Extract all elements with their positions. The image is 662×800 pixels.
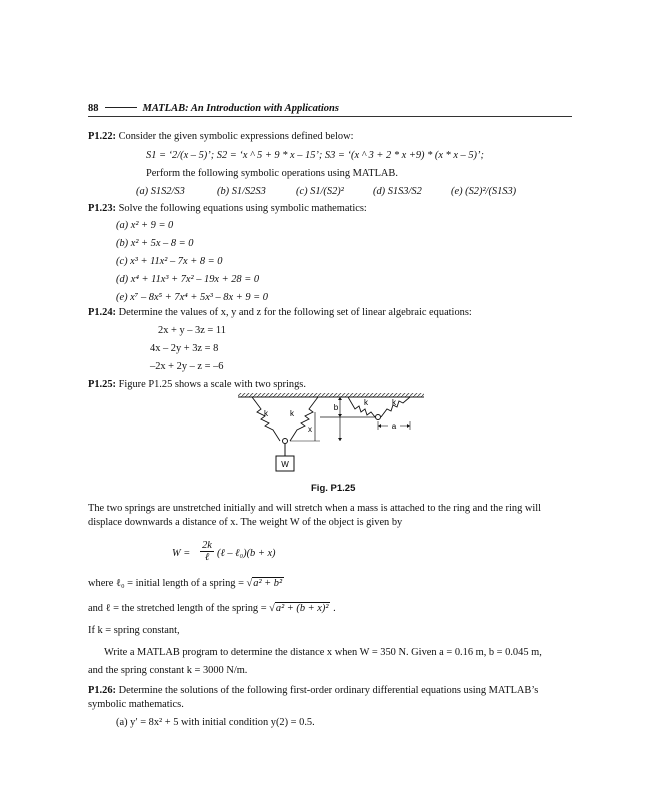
- p125-intro: Figure P1.25 shows a scale with two springs.: [118, 379, 306, 390]
- if-line: If k = spring constant,: [88, 625, 180, 636]
- right-support-hatch: [324, 393, 424, 397]
- p126-item-a: (a) y′ = 8x² + 5 with initial condition y(2) = 0.5.: [116, 717, 315, 728]
- p125-intro-line: [88, 379, 306, 391]
- p125-para-2: displace downwards a distance of x. The weight W of the object is given by: [88, 517, 403, 528]
- p123-label: P1.23:: [88, 203, 116, 214]
- w-label: W: [281, 460, 289, 469]
- p126-intro-2: symbolic mathematics.: [88, 699, 184, 710]
- p123-eq-e: (e) x⁷ – 8x⁵ + 7x⁴ + 5x³ – 8x + 9 = 0: [116, 292, 268, 303]
- p124-label: P1.24:: [88, 307, 116, 318]
- p122-op-d: (d) S1S3/S2: [373, 186, 422, 197]
- p124-eq-3: –2x + 2y – z = –6: [150, 361, 224, 372]
- p124-intro-line: [88, 307, 472, 319]
- p122-intro: Consider the given symbolic expressions defined below:: [118, 131, 354, 142]
- page-header: [88, 103, 339, 114]
- p126-intro-1: Determine the solutions of the following first-order ordinary differential equations using MATLAB’s: [118, 685, 539, 696]
- k-label-3: k: [364, 398, 368, 407]
- header-rule: [88, 116, 572, 117]
- formula-numerator: 2k: [200, 540, 214, 552]
- p123-intro: Solve the following equations using symbolic mathematics:: [118, 203, 367, 214]
- formula-lhs: W =: [172, 548, 191, 559]
- where-line-1: where ℓ₀ = initial length of a spring = √a² + b²: [88, 578, 283, 589]
- p125-para-1: The two springs are unstretched initially and will stretch when a mass is attached to the ring and the ring will: [88, 503, 542, 514]
- a-label: a: [391, 422, 397, 431]
- header-dash: [105, 107, 137, 108]
- spring-left-2: [290, 397, 318, 441]
- p122-intro-line: [88, 131, 354, 143]
- p125-task-1: Write a MATLAB program to determine the distance x when W = 350 N. Given a = 0.16 m, b = 0.045 m,: [104, 647, 542, 658]
- book-title: MATLAB: An Introduction with Applications: [142, 103, 339, 114]
- where2-radicand: a² + (b + x)²: [275, 603, 329, 614]
- p122-op-c: (c) S1/(S2)²: [296, 186, 344, 197]
- k-label-2: k: [290, 409, 294, 418]
- b-label: b: [333, 403, 339, 412]
- p123-eq-c: (c) x³ + 11x² – 7x + 8 = 0: [116, 256, 223, 267]
- p122-op-b: (b) S1/S2S3: [217, 186, 266, 197]
- p122-expressions: S1 = ‘2/(x – 5)’; S2 = ‘x ^ 5 + 9 * x – 15’; S3 = ‘(x ^ 3 + 2 * x +9) * (x * x – 5)’;: [146, 150, 484, 161]
- p124-eq-2: 4x – 2y + 3z = 8: [150, 343, 219, 354]
- p122-label: P1.22:: [88, 131, 116, 142]
- spring-scale-figure: [230, 392, 430, 482]
- spring-right-1: [348, 397, 375, 417]
- x-label: x: [308, 425, 312, 434]
- formula-fraction: [200, 540, 214, 563]
- page-number: 88: [88, 103, 99, 114]
- k-label-1: k: [264, 409, 268, 418]
- p126-intro-line: [88, 685, 538, 697]
- formula-rest: (ℓ – ℓ₀)(b + x): [217, 548, 276, 559]
- p123-intro-line: [88, 203, 367, 215]
- ring: [283, 439, 288, 444]
- where2-period: .: [333, 603, 336, 614]
- ring-right: [376, 415, 381, 420]
- p124-intro: Determine the values of x, y and z for the following set of linear algebraic equations:: [118, 307, 472, 318]
- p125-task-2: and the spring constant k = 3000 N/m.: [88, 665, 248, 676]
- p123-eq-d: (d) x⁴ + 11x³ + 7x² – 19x + 28 = 0: [116, 274, 260, 285]
- p125-label: P1.25:: [88, 379, 116, 390]
- where2-text: and ℓ = the stretched length of the spring =: [88, 603, 267, 614]
- spring-left-1: [252, 397, 280, 441]
- where1-radicand: a² + b²: [253, 578, 283, 589]
- where1-text: where ℓ₀ = initial length of a spring =: [88, 578, 244, 589]
- p122-op-e: (e) (S2)²/(S1S3): [451, 186, 517, 197]
- figure-caption: Fig. P1.25: [311, 483, 356, 494]
- p122-perform: Perform the following symbolic operations using MATLAB.: [146, 168, 398, 179]
- p124-eq-1: 2x + y – 3z = 11: [158, 325, 226, 336]
- x-arrow-head: [338, 438, 342, 441]
- where-line-2: and ℓ = the stretched length of the spring = √a² + (b + x)² .: [88, 603, 336, 614]
- p126-label: P1.26:: [88, 685, 116, 696]
- p123-eq-b: (b) x² + 5x – 8 = 0: [116, 238, 194, 249]
- k-label-4: k: [392, 398, 396, 407]
- left-support-hatch: [238, 393, 324, 397]
- p123-eq-a: (a) x² + 9 = 0: [116, 220, 174, 231]
- p122-op-a: (a) S1S2/S3: [136, 186, 185, 197]
- formula-denominator: ℓ: [204, 552, 210, 563]
